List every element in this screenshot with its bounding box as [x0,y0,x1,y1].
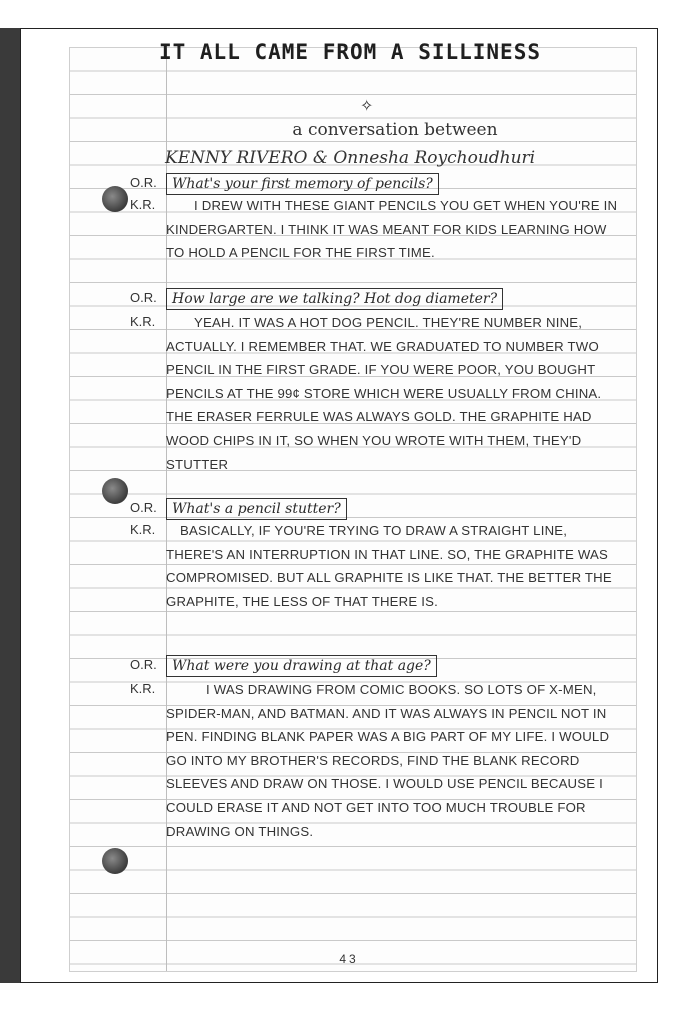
question-text: What's a pencil stutter? [166,498,347,520]
answer-text: BASICALLY, IF YOU'RE TRYING TO DRAW A STRAIGHT LINE, THERE'S AN INTERRUPTION IN THAT LINE. SO, THE GRAPHITE WAS COMPROMISED. BUT ALL GRAPHITE IS LIKE THAT. THE BETTER THE GRAPHITE, THE LESS OF THAT THERE IS. [166,523,612,609]
answer-speaker: K.R. [130,197,156,212]
question-speaker: O.R. [130,290,157,305]
question-text: What were you drawing at that age? [166,655,437,677]
star-ornament: ✧ [360,96,374,115]
subtitle: a conversation between [292,120,498,140]
answer-text: I DREW WITH THESE GIANT PENCILS YOU GET WHEN YOU'RE IN KINDERGARTEN. I THINK IT WAS MEANT FOR KIDS LEARNING HOW TO HOLD A PENCIL FOR THE FIRST TIME. [166,198,618,261]
answer-text: YEAH. IT WAS A HOT DOG PENCIL. THEY'RE NUMBER NINE, ACTUALLY. I REMEMBER THAT. WE GRADUATED TO NUMBER TWO PENCIL IN THE FIRST GRADE. IF YOU WERE POOR, YOU BOUGHT PENCILS AT THE 99¢ STORE WHICH WERE USUALLY FROM CHINA. THE ERASER FERRULE WAS ALWAYS GOLD. THE GRAPHITE HAD WOOD CHIPS IN IT, SO WHEN YOU WROTE WITH THEM, THEY'D STUTTER [166,315,602,472]
page-title: IT ALL CAME FROM A SILLINESS [158,40,541,64]
question-speaker: O.R. [130,500,157,515]
question-text: What's your first memory of pencils? [166,173,439,195]
authors: KENNY RIVERO & Onnesha Roychoudhuri [165,148,536,168]
answer-speaker: K.R. [130,522,156,537]
book-spine-edge [0,28,20,983]
answer-speaker: K.R. [130,314,156,329]
punch-hole [102,478,128,504]
punch-hole [102,186,128,212]
question-text: How large are we talking? Hot dog diameter? [166,288,503,310]
question-speaker: O.R. [130,657,157,672]
question-speaker: O.R. [130,175,157,190]
page-number: 43 [339,952,359,966]
punch-hole [102,848,128,874]
answer-speaker: K.R. [130,681,156,696]
answer-text: I WAS DRAWING FROM COMIC BOOKS. SO LOTS OF X-MEN, SPIDER-MAN, AND BATMAN. AND IT WAS ALWAYS IN PENCIL NOT IN PEN. FINDING BLANK PAPER WAS A BIG PART OF MY LIFE. I WOULD GO INTO MY BROTHER'S RECORDS, FIND THE BLANK RECORD SLEEVES AND DRAW ON THOSE. I WOULD USE PENCIL BECAUSE I COULD ERASE IT AND NOT GET INTO TOO MUCH TROUBLE FOR DRAWING ON THINGS. [166,682,610,839]
